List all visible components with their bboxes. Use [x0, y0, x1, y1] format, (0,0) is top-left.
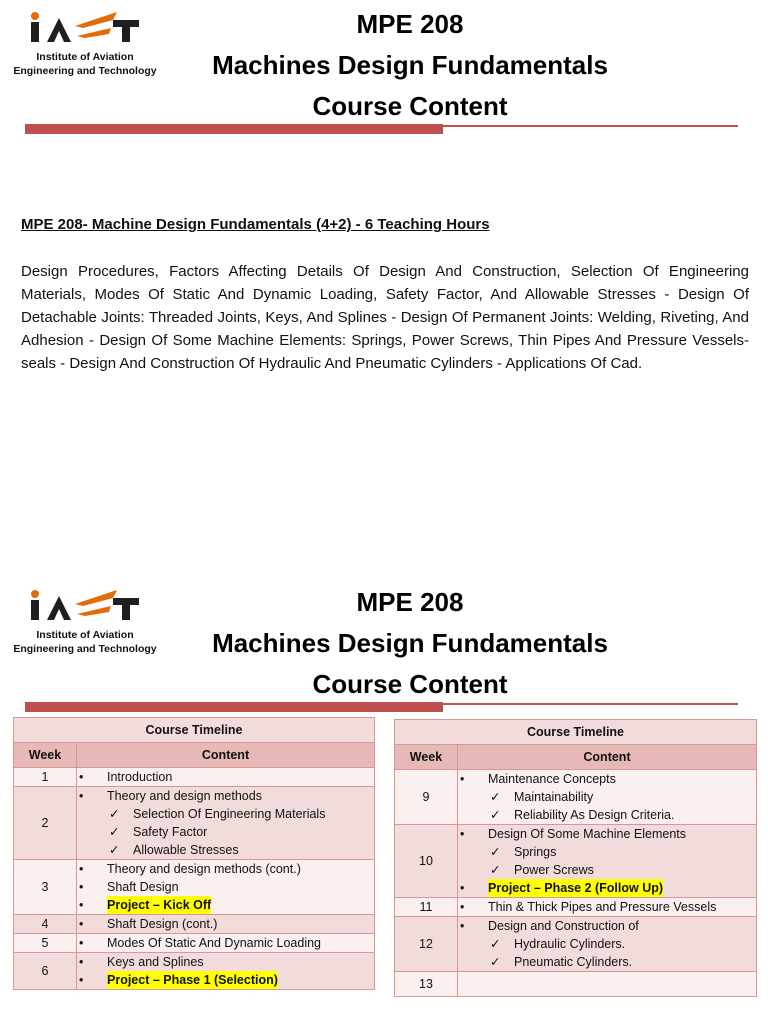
column-header-week: Week: [395, 745, 458, 770]
bullet-icon: •: [79, 955, 84, 969]
check-item: [77, 805, 374, 823]
highlighted-milestone: Project – Phase 1 (Selection): [107, 973, 278, 987]
bullet-item: [77, 915, 374, 933]
bullet-item: [458, 770, 756, 788]
item-text: Introduction: [107, 770, 173, 784]
bullet-item: [77, 896, 374, 914]
bullet-icon: •: [79, 898, 84, 912]
week-content: [77, 768, 375, 787]
course-heading: MPE 208- Machine Design Fundamentals (4+2) - 6 Teaching Hours: [21, 216, 490, 233]
week-content: [77, 787, 375, 860]
item-text: Maintainability: [514, 790, 594, 804]
logo-line1: Institute of Aviation: [36, 51, 134, 63]
table-caption-row: [395, 720, 757, 745]
bullet-item: [77, 787, 374, 805]
check-item: [458, 861, 756, 879]
week-number: 10: [395, 825, 458, 898]
item-text: Power Screws: [514, 863, 594, 877]
week-content: [77, 915, 375, 934]
item-text: Theory and design methods (cont.): [107, 862, 301, 876]
item-text: Shaft Design (cont.): [107, 917, 218, 931]
table-row: [395, 898, 757, 917]
table-header-row: [395, 745, 757, 770]
iaet-logo-mark: [6, 584, 164, 624]
bullet-icon: •: [79, 770, 84, 784]
table-row: [14, 860, 375, 915]
bullet-item: [77, 878, 374, 896]
bullet-item: [77, 768, 374, 786]
item-text: Thin & Thick Pipes and Pressure Vessels: [488, 900, 717, 914]
week-number: 6: [14, 953, 77, 990]
course-timeline-table-right: [394, 719, 757, 997]
title-accent-bar: [25, 124, 443, 134]
week-content: [77, 934, 375, 953]
table-row: [14, 787, 375, 860]
check-icon: ✓: [490, 845, 501, 859]
bullet-icon: •: [79, 862, 84, 876]
course-timeline-table-left: [13, 717, 375, 990]
week-content: [77, 953, 375, 990]
bullet-icon: •: [79, 917, 84, 931]
bullet-icon: •: [79, 973, 84, 987]
check-icon: ✓: [490, 937, 501, 951]
check-icon: ✓: [490, 955, 501, 969]
column-header-week: Week: [14, 743, 77, 768]
bullet-item: [77, 860, 374, 878]
bullet-item: [458, 917, 756, 935]
table-row: [395, 825, 757, 898]
item-text: Safety Factor: [133, 825, 208, 839]
week-number: 11: [395, 898, 458, 917]
title-line-course: Machines Design Fundamentals: [212, 50, 608, 80]
bullet-item: [77, 953, 374, 971]
week-content: [458, 770, 757, 825]
week-number: 4: [14, 915, 77, 934]
table-row: [395, 972, 757, 997]
table-row: [14, 953, 375, 990]
iaet-logo-mark: [6, 6, 164, 46]
title-line-content: Course Content: [312, 669, 508, 699]
item-text: Modes Of Static And Dynamic Loading: [107, 936, 322, 950]
check-icon: ✓: [109, 843, 120, 857]
item-text: Design Of Some Machine Elements: [488, 827, 687, 841]
logo-line2: Engineering and Technology: [13, 643, 157, 655]
week-content: [458, 917, 757, 972]
week-number: 13: [395, 972, 458, 997]
table-caption: Course Timeline: [395, 720, 757, 745]
title-accent-bar: [25, 702, 443, 712]
slide-course-timeline: [0, 578, 768, 1024]
highlighted-milestone: Project – Phase 2 (Follow Up): [488, 881, 664, 895]
bullet-icon: •: [460, 900, 465, 914]
check-item: [458, 843, 756, 861]
week-content: [77, 860, 375, 915]
bullet-item: [458, 825, 756, 843]
item-text: Keys and Splines: [107, 955, 204, 969]
week-number: 1: [14, 768, 77, 787]
logo-line1: Institute of Aviation: [36, 629, 134, 641]
week-content: [458, 898, 757, 917]
title-accent-line: [443, 703, 738, 705]
item-text: Springs: [514, 845, 557, 859]
bullet-icon: •: [460, 772, 465, 786]
title-accent-line: [443, 125, 738, 127]
item-text: Selection Of Engineering Materials: [133, 807, 326, 821]
table-row: [395, 917, 757, 972]
slide-title: [170, 582, 650, 705]
bullet-icon: •: [79, 789, 84, 803]
week-number: 2: [14, 787, 77, 860]
check-icon: ✓: [490, 790, 501, 804]
logo-caption: [6, 628, 164, 656]
week-number: 5: [14, 934, 77, 953]
week-number: 3: [14, 860, 77, 915]
bullet-icon: •: [79, 936, 84, 950]
week-number: 12: [395, 917, 458, 972]
title-line-content: Course Content: [312, 91, 508, 121]
table-header-row: [14, 743, 375, 768]
week-number: 9: [395, 770, 458, 825]
check-item: [458, 806, 756, 824]
item-text: Design and Construction of: [488, 919, 639, 933]
week-content: [458, 972, 757, 997]
bullet-icon: •: [79, 880, 84, 894]
item-text: Reliability As Design Criteria.: [514, 808, 675, 822]
check-icon: ✓: [490, 863, 501, 877]
table-caption: Course Timeline: [14, 718, 375, 743]
bullet-item: [458, 898, 756, 916]
item-text: Pneumatic Cylinders.: [514, 955, 633, 969]
table-row: [14, 934, 375, 953]
bullet-icon: •: [460, 919, 465, 933]
table-row: [395, 770, 757, 825]
check-item: [458, 953, 756, 971]
check-icon: ✓: [490, 808, 501, 822]
bullet-item: [77, 971, 374, 989]
check-item: [458, 935, 756, 953]
check-item: [458, 788, 756, 806]
title-line-code: MPE 208: [356, 9, 464, 39]
item-text: Allowable Stresses: [133, 843, 239, 857]
title-line-course: Machines Design Fundamentals: [212, 628, 608, 658]
column-header-content: Content: [77, 743, 375, 768]
bullet-item: [77, 934, 374, 952]
course-description: Design Procedures, Factors Affecting Details Of Design And Construction, Selection Of Engineering Materials, Modes Of Static And Dynamic Loading, Safety Factor, And Allowable Stresses - Design Of Detachable Joints: Threaded Joints, Keys, And Splines - Design Of Permanent Joints: Welding, Riveting, And Adhesion - Design Of Some Machine Elements: Springs, Power Screws, Thin Pipes And Pressure Vessels-seals - Design And Construction Of Hydraulic And Pneumatic Cylinders - Applications Of Cad.: [21, 263, 749, 372]
check-item: [77, 823, 374, 841]
table-row: [14, 915, 375, 934]
week-content: [458, 825, 757, 898]
title-line-code: MPE 208: [356, 587, 464, 617]
column-header-content: Content: [458, 745, 757, 770]
bullet-icon: •: [460, 881, 465, 895]
logo-line2: Engineering and Technology: [13, 65, 157, 77]
item-text: Shaft Design: [107, 880, 179, 894]
item-text: Maintenance Concepts: [488, 772, 616, 786]
check-item: [77, 841, 374, 859]
check-icon: ✓: [109, 807, 120, 821]
table-row: [14, 768, 375, 787]
slide-title: [170, 4, 650, 127]
table-caption-row: [14, 718, 375, 743]
logo-caption: [6, 50, 164, 78]
check-icon: ✓: [109, 825, 120, 839]
bullet-item: [458, 879, 756, 897]
highlighted-milestone: Project – Kick Off: [107, 898, 212, 912]
item-text: Theory and design methods: [107, 789, 262, 803]
iaet-logo: [6, 584, 164, 656]
iaet-logo: [6, 6, 164, 78]
item-text: Hydraulic Cylinders.: [514, 937, 626, 951]
bullet-icon: •: [460, 827, 465, 841]
